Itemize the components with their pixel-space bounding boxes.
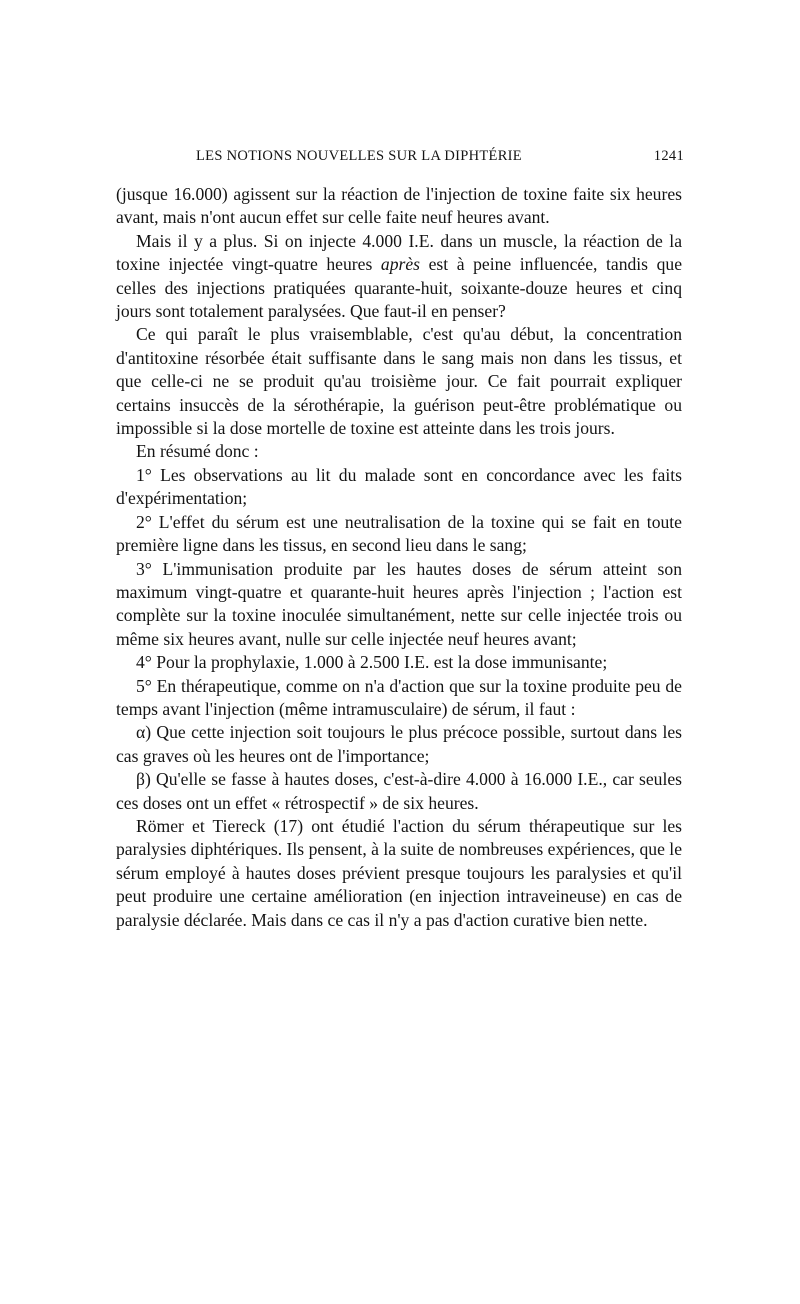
paragraph-2-part-b: est à peine influencée, tandis que celles des injections pratiquées quarante-huit, soixante-douze heures et cinq jours sont totalement paralysées. Que faut-il en penser? xyxy=(116,254,683,322)
paragraph-romer-tiereck: Römer et Tiereck (17) ont étudié l'action du sérum thérapeutique sur les paralysies diphtériques. Ils pensent, à la suite de nombreuses expériences, que le sérum employé à hautes doses prévient presque toujours les paralysies et qu'il peut produire une certaine amélioration (en injection intraveineuse) en cas de paralysie déclarée. Mais dans ce cas il n'y a pas d'action curative bien nette. xyxy=(116,815,682,930)
summary-heading: En résumé donc : xyxy=(136,441,259,462)
paragraph-1: (jusque 16.000) agissent sur la réaction de l'injection de toxine faite six heures avant, mais n'ont aucun effet sur celle faite neuf heures avant. xyxy=(116,184,682,228)
summary-item-5: 5° En thérapeutique, comme on n'a d'action que sur la toxine produite peu de temps avant l'injection (même intramusculaire) de sérum, il faut : xyxy=(116,675,682,719)
summary-item-1: 1° Les observations au lit du malade sont en concordance avec les faits d'expérimentation; xyxy=(116,464,682,509)
sub-item-beta: β) Qu'elle se fasse à hautes doses, c'est-à-dire 4.000 à 16.000 I.E., car seules ces doses ont un effet « rétrospectif » de six heures. xyxy=(116,769,682,813)
sub-item-alpha: α) Que cette injection soit toujours le plus précoce possible, surtout dans les cas graves où les heures ont de l'importance; xyxy=(116,722,682,766)
summary-item-2: 2° L'effet du sérum est une neutralisation de la toxine qui se fait en toute première ligne dans les tissus, en second lieu dans le sang; xyxy=(116,511,682,556)
body-text xyxy=(116,183,682,932)
summary-item-4: 4° Pour la prophylaxie, 1.000 à 2.500 I.E. est la dose immunisante; xyxy=(136,652,608,673)
paragraph-2 xyxy=(116,230,682,324)
running-title: LES NOTIONS NOUVELLES SUR LA DIPHTÉRIE xyxy=(196,148,522,164)
paragraph-2-part-a: Mais il y a plus. Si on injecte 4.000 I.E. dans un muscle, la réaction de la toxine injectée vingt-quatre heures xyxy=(116,230,682,275)
emphasis-apres: après xyxy=(380,254,420,275)
paragraph-3: Ce qui paraît le plus vraisemblable, c'est qu'au début, la concentration d'antitoxine résorbée était suffisante dans le sang mais non dans les tissus, et que celle-ci ne se produit qu'au troisième jour. Ce fait pourrait expliquer certains insuccès de la sérothérapie, la guérison peut-être problématique ou impossible si la dose mortelle de toxine est atteinte dans les trois jours. xyxy=(116,324,682,439)
running-header xyxy=(196,148,684,172)
summary-item-3: 3° L'immunisation produite par les hautes doses de sérum atteint son maximum vingt-quatre et quarante-huit heures après l'injection ; l'action est complète sur la toxine inoculée simultanément, nette sur celle injectée trois ou même six heures avant, nulle sur celle injectée neuf heures avant; xyxy=(116,558,682,649)
page-number: 1241 xyxy=(653,148,684,164)
